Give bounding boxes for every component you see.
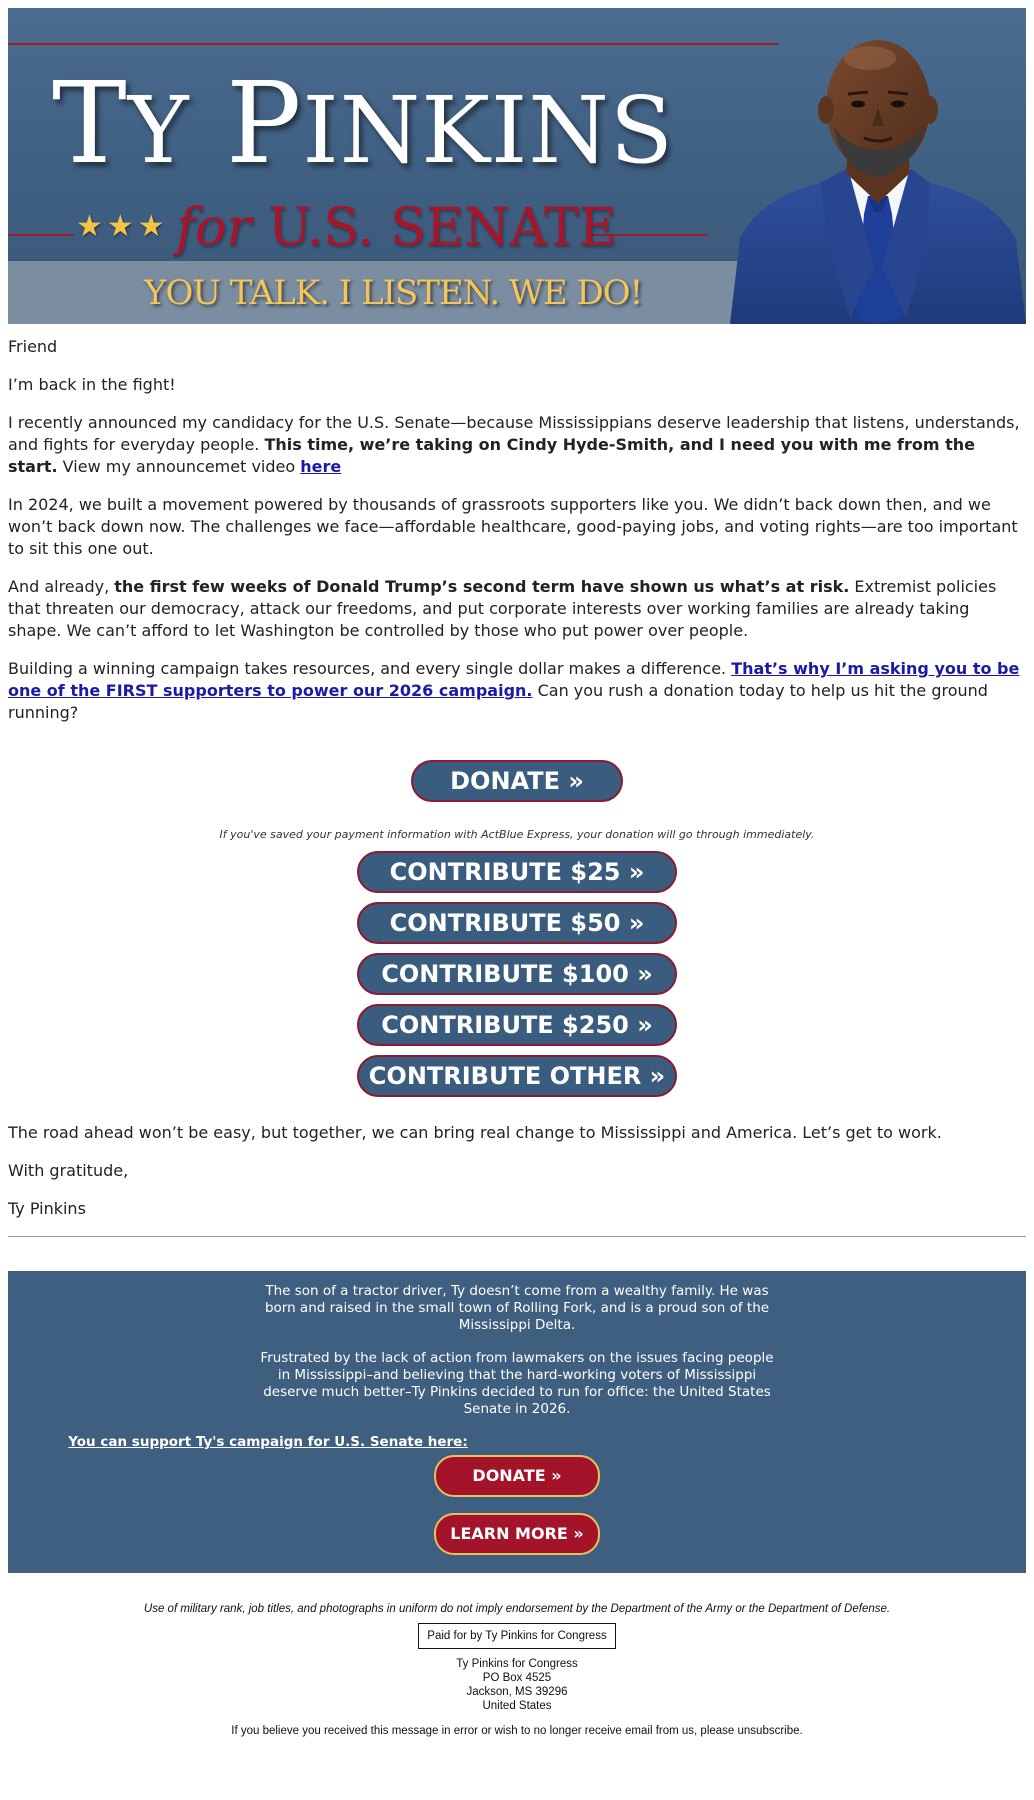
bio-paragraph-2: Frustrated by the lack of action from lawmakers on the issues facing people in Mississippi–and believing that the hard-working voters of Mississippi deserve much better–Ty Pinkins decided to run for office: the United States Senate in 2026. [260, 1350, 774, 1417]
campaign-slogan: YOU TALK. I LISTEN. WE DO! [144, 273, 643, 313]
actblue-note: If you've saved your payment information with ActBlue Express, your donation will go through immediately. [219, 828, 815, 841]
office-line-left [8, 234, 74, 236]
support-link[interactable]: You can support Ty's campaign for U.S. Senate here: [68, 1434, 468, 1450]
announcement-video-link[interactable]: here [300, 457, 342, 476]
candidacy-paragraph: I recently announced my candidacy for the U.S. Senate—because Mississippians deserve leadership that listens, understands, and fights for everyday people. This time, we’re taking on Cindy Hyde-Smith, and I need you with me from the start. View my announcemet video here [8, 413, 1020, 476]
header-banner [8, 8, 1026, 324]
contribute-100-button[interactable]: CONTRIBUTE $100 » [357, 953, 677, 995]
bio-paragraph-1: The son of a tractor driver, Ty doesn’t come from a wealthy family. He was born and raised in the small town of Rolling Fork, and is a proud son of the Mississippi Delta. [264, 1283, 770, 1333]
military-disclaimer: Use of military rank, job titles, and photographs in uniform do not imply endorsement by the Department of the Army or the Department of Defense. [143, 1603, 891, 1615]
unsubscribe-text[interactable]: If you believe you received this message in error or wish to no longer receive email from us, please unsubscribe. [231, 1725, 803, 1737]
office-title: for U.S. SENATE [176, 198, 617, 258]
signoff: With gratitude, [8, 1161, 129, 1180]
contribute-other-button[interactable]: CONTRIBUTE OTHER » [357, 1055, 677, 1097]
footer [8, 1603, 1026, 1737]
learn-more-button[interactable]: LEARN MORE » [434, 1513, 600, 1555]
risk-paragraph: And already, the first few weeks of Donald Trump’s second term have shown us what’s at risk. Extremist policies that threaten our democracy, attack our freedoms, and put corporate interests over working families are already taking shape. We can’t afford to let Washington be controlled by those who put power over people. [8, 577, 997, 640]
address-line: PO Box 4525 [482, 1672, 552, 1684]
candidate-name: TY PINKINS [52, 59, 674, 189]
bio-donate-button[interactable]: DONATE » [434, 1455, 600, 1497]
closing-section [8, 1122, 1026, 1220]
address-line: United States [482, 1700, 552, 1712]
intro-paragraph: I’m back in the fight! [8, 375, 176, 394]
divider [8, 1236, 1026, 1237]
contribute-25-button[interactable]: CONTRIBUTE $25 » [357, 851, 677, 893]
ask-paragraph: Building a winning campaign takes resources, and every single dollar makes a difference. That’s why I’m asking you to be one of the FIRST supporters to power our 2026 campaign. Can you rush a donation today to help us hit the ground running? [8, 659, 1020, 722]
address-line: Jackson, MS 39296 [466, 1686, 568, 1698]
candidate-portrait [730, 18, 1026, 324]
address-line: Ty Pinkins for Congress [456, 1658, 578, 1670]
contribute-250-button[interactable]: CONTRIBUTE $250 » [357, 1004, 677, 1046]
stars-icon: ★★★ [76, 209, 169, 244]
movement-paragraph: In 2024, we built a movement powered by thousands of grassroots supporters like you. We didn’t back down then, and we won’t back down now. The challenges we face—affordable healthcare, good-paying jobs, and voting rights—are too important to sit this one out. [8, 495, 1018, 558]
banner-top-line [8, 43, 778, 45]
bio-section [8, 1271, 1026, 1573]
paid-for-by-box: Paid for by Ty Pinkins for Congress [418, 1623, 615, 1649]
email-body [8, 336, 1026, 724]
office-row [8, 198, 708, 258]
closing-paragraph: The road ahead won’t be easy, but together, we can bring real change to Mississippi and America. Let’s get to work. [8, 1123, 942, 1142]
greeting: Friend [8, 337, 58, 356]
signature: Ty Pinkins [8, 1199, 86, 1218]
donate-section [8, 760, 1026, 802]
donate-button[interactable]: DONATE » [411, 760, 623, 802]
contribute-50-button[interactable]: CONTRIBUTE $50 » [357, 902, 677, 944]
first-supporters-link[interactable]: That’s why I’m asking you to be one of the FIRST supporters to power our 2026 campaign. [8, 659, 1020, 700]
mailing-address [8, 1657, 1026, 1713]
contribution-buttons [8, 851, 1026, 1106]
